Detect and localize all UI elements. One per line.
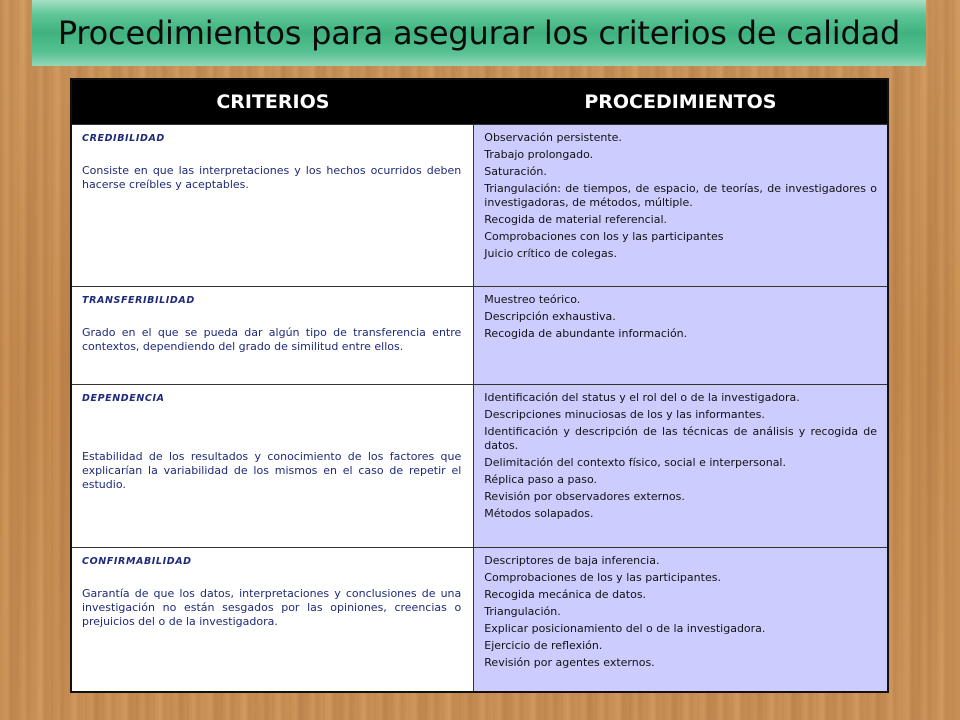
header-procedimientos: PROCEDIMIENTOS (474, 80, 887, 125)
procedure-item: Muestreo teórico. (484, 293, 581, 306)
procedure-item: Juicio crítico de colegas. (484, 247, 617, 260)
criterion-name: CONFIRMABILIDAD (82, 556, 192, 567)
table-row-credibilidad (72, 125, 887, 287)
criterion-name: CREDIBILIDAD (82, 133, 165, 144)
procedure-item: Descripción exhaustiva. (484, 310, 616, 323)
procedure-item: Explicar posicionamiento del o de la investigadora. (484, 622, 766, 635)
procedure-item: Trabajo prolongado. (484, 148, 594, 161)
procedure-item: Métodos solapados. (484, 507, 594, 520)
procedure-item: Recogida mecánica de datos. (484, 588, 647, 601)
procedures-cell (474, 385, 887, 548)
header-row (72, 80, 887, 125)
criterion-description: Garantía de que los datos, interpretaciones y conclusiones de una investigación no están sesgados por las opiniones, creencias o prejuicios del o de la investigadora. (82, 587, 462, 628)
procedure-item: Descripciones minuciosas de los y las informantes. (484, 408, 765, 421)
procedure-item: Delimitación del contexto físico, social e interpersonal. (484, 456, 786, 469)
criterion-cell (72, 287, 474, 385)
procedures-cell (474, 287, 887, 385)
criterion-cell (72, 385, 474, 548)
procedure-item: Réplica paso a paso. (484, 473, 597, 486)
procedure-item: Comprobaciones con los y las participantes (484, 230, 724, 243)
table-row-confirmabilidad (72, 548, 887, 692)
procedure-item: Identificación y descripción de las técnicas de análisis y recogida de datos. (484, 425, 877, 452)
procedure-item: Ejercicio de reflexión. (484, 639, 603, 652)
procedure-item: Comprobaciones de los y las participantes. (484, 571, 721, 584)
criterion-description: Estabilidad de los resultados y conocimiento de los factores que explicarían la variabilidad de los mismos en el caso de repetir el estudio. (82, 450, 462, 491)
criterion-cell (72, 125, 474, 287)
header-criterios: CRITERIOS (72, 80, 474, 125)
table-row-dependencia (72, 385, 887, 548)
criterion-cell (72, 548, 474, 692)
procedure-item: Recogida de abundante información. (484, 327, 688, 340)
procedures-cell (474, 125, 887, 287)
criterion-description: Grado en el que se pueda dar algún tipo de transferencia entre contextos, dependiendo del grado de similitud entre ellos. (82, 326, 462, 353)
criterion-name: TRANSFERIBILIDAD (82, 295, 195, 306)
procedure-item: Triangulación. (484, 605, 561, 618)
procedure-item: Saturación. (484, 165, 547, 178)
procedure-item: Triangulación: de tiempos, de espacio, de teorías, de investigadores o investigadoras, de métodos, múltiple. (484, 182, 877, 209)
procedures-cell (474, 548, 887, 692)
quality-table (72, 80, 887, 691)
procedure-item: Revisión por agentes externos. (484, 656, 655, 669)
criteria-table (70, 78, 889, 693)
title-bar (32, 0, 926, 66)
procedure-item: Revisión por observadores externos. (484, 490, 685, 503)
procedure-item: Descriptores de baja inferencia. (484, 554, 660, 567)
criterion-name: DEPENDENCIA (82, 393, 165, 404)
criterion-description: Consiste en que las interpretaciones y los hechos ocurridos deben hacerse creíbles y aceptables. (82, 164, 462, 191)
slide-title: Procedimientos para asegurar los criterios de calidad (57, 14, 901, 52)
table-row-transferibilidad (72, 287, 887, 385)
procedure-item: Observación persistente. (484, 131, 622, 144)
procedure-item: Recogida de material referencial. (484, 213, 667, 226)
procedure-item: Identificación del status y el rol del o de la investigadora. (484, 391, 800, 404)
